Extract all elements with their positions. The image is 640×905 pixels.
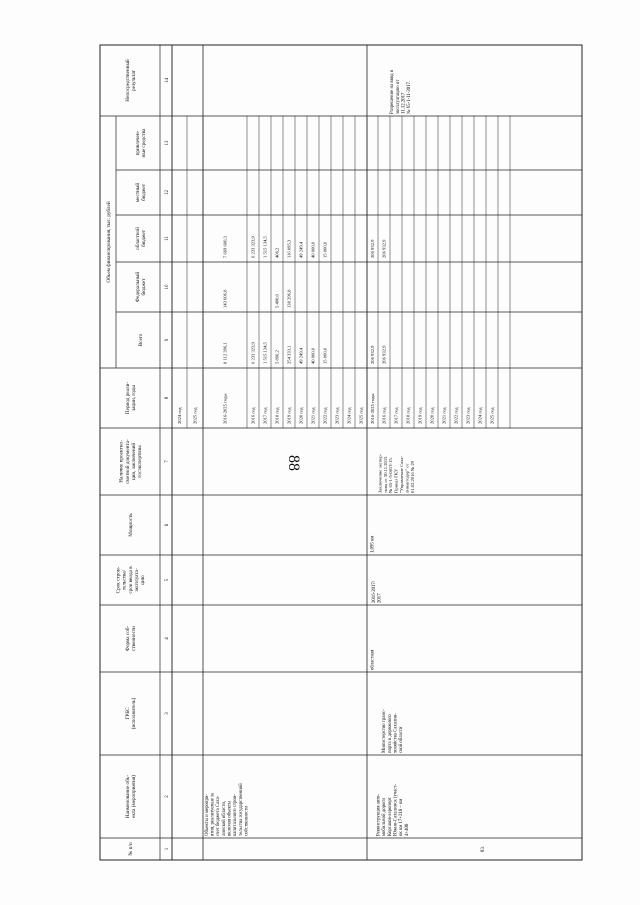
section-row-2-regional-line: 1 515 134,5: [262, 236, 268, 258]
section-row-3-total-line: 5 896,2: [274, 350, 280, 364]
section-row-5-total: [299, 347, 305, 364]
section-row-8-period-line: 2023 год: [334, 407, 340, 424]
section-row-0-period: [223, 394, 228, 424]
header-col2-line: екта (мероприятия): [130, 775, 137, 818]
top-row-1-period-line: 2025 год: [192, 407, 198, 424]
section-row-0-federal-line: 143 606,8: [222, 289, 228, 308]
header-col5-line: Срок строи-: [115, 566, 122, 594]
item-row-6-period: [442, 407, 447, 424]
item-docs-line: Приказ ГКУ: [393, 468, 399, 493]
section-row-0-total-line: 8 112 396,1: [222, 342, 228, 364]
section-row-4-total: [287, 345, 293, 364]
section-row-0-period-line: 2016-2025 годы: [222, 393, 228, 424]
item-name-line: Корсаков-аэропорт: [387, 797, 393, 836]
item-row-0-regional: [370, 239, 376, 258]
header-col7-line: госэкспертизы: [137, 445, 144, 478]
item-number: [481, 846, 486, 852]
item-result-line: эксплуатацию от: [395, 79, 401, 114]
section-row-10-period-line: 2025 год: [358, 407, 364, 424]
item-docs-line: "Управление Саха-: [399, 456, 405, 493]
header-col12-line: бюджет: [140, 184, 147, 201]
item-row-10-period-line: 2025 год: [489, 407, 495, 424]
header-col7: [119, 439, 143, 484]
column-number-line: 6: [164, 523, 170, 527]
item-grbs-line: порта и дорожного: [387, 714, 393, 753]
item-result-line: 11.12.2017: [401, 92, 407, 114]
section-name: [205, 783, 250, 836]
section-row-0-federal: [223, 289, 229, 308]
section-row-0-total: [223, 342, 229, 364]
item-name: [377, 783, 410, 836]
header-col2: [124, 775, 137, 818]
section-row-3-regional-line: 406,2: [274, 247, 280, 258]
section-row-7-regional: [323, 241, 329, 258]
item-ownership: [371, 649, 376, 670]
column-number-line: 12: [164, 190, 170, 195]
header-col4: [124, 626, 137, 652]
top-row-1-period: [193, 407, 198, 424]
section-row-1-regional: [251, 235, 257, 258]
page-number: 88: [285, 455, 302, 471]
section-name-line: Объекты и меропри-: [204, 793, 210, 836]
item-row-9-period: [478, 407, 483, 424]
section-row-7-period: [323, 407, 328, 424]
header-funding-title: [105, 201, 112, 282]
section-row-2-period-line: 2017 год: [262, 407, 268, 424]
section-row-5-period-line: 2020 год: [298, 407, 304, 424]
section-row-3-total: [275, 350, 281, 364]
column-number: [165, 795, 170, 798]
column-number: [165, 523, 170, 526]
column-number: [165, 338, 170, 341]
header-col8-line: Период реали-: [124, 381, 131, 415]
item-row-1-period-line: 2016 год: [381, 407, 387, 424]
item-docs-line: Заключение экспер-: [377, 453, 383, 493]
section-row-5-regional: [299, 241, 305, 258]
item-row-2-period: [394, 407, 399, 424]
item-capacity: [371, 536, 376, 553]
section-name-line: собственности: [244, 805, 250, 836]
section-row-5-period: [299, 407, 304, 424]
column-number: [165, 712, 170, 715]
section-row-3-period: [275, 407, 280, 424]
header-col14: [124, 59, 137, 102]
section-row-9-period: [347, 407, 352, 424]
column-number-line: 1: [164, 847, 170, 851]
section-row-7-regional-line: 15 000,0: [322, 241, 328, 258]
section-row-4-period-line: 2019 год: [286, 407, 292, 424]
section-row-6-period-line: 2021 год: [310, 407, 316, 424]
header-funding-title-line: Объем финансирования, тыс. рублей: [105, 201, 112, 283]
header-col13: [135, 128, 147, 158]
column-number: [165, 284, 170, 290]
section-name-line: ятия, реализуемые за: [210, 792, 216, 836]
item-grbs: [382, 709, 404, 753]
section-row-3-federal-line: 5 490,0: [274, 294, 280, 308]
section-row-2-period: [263, 407, 268, 424]
section-name-line: линской области,: [221, 800, 227, 836]
header-col6-line: Мощность: [127, 513, 134, 537]
item-row-4-period: [418, 407, 423, 424]
header-col14-line: результат: [130, 70, 137, 91]
column-number: [165, 637, 170, 640]
column-number-line: 13: [164, 140, 170, 146]
item-ownership-line: областная: [370, 649, 376, 670]
section-row-2-total-line: 1 515 134,5: [262, 342, 268, 364]
header-col5: [116, 566, 147, 594]
section-row-4-regional-line: 116 095,3: [286, 239, 292, 258]
item-row-3-period-line: 2018 год: [405, 407, 411, 424]
header-col9-line: Всего: [137, 333, 144, 347]
item-row-9-period-line: 2024 год: [477, 407, 483, 424]
column-number-line: 14: [164, 78, 170, 83]
item-row-8-period-line: 2023 год: [465, 407, 471, 424]
section-row-5-total-line: 49 249,4: [298, 347, 304, 364]
header-col12: [134, 183, 147, 203]
section-row-6-total-line: 40 000,0: [310, 347, 316, 364]
section-row-4-period: [287, 407, 292, 424]
section-row-0-regional-line: 7 669 600,3: [222, 236, 228, 258]
item-result-line: № 65-1-11-2017.: [407, 80, 413, 114]
item-name-line: мобильной дороги: [382, 798, 388, 836]
item-grbs-line: ской области: [399, 726, 405, 753]
header-col4-line: ственности: [130, 626, 137, 651]
item-docs: [377, 454, 415, 493]
section-row-7-total: [323, 347, 329, 364]
header-col7-line: ции, заключений: [130, 442, 137, 481]
item-row-4-period-line: 2019 год: [417, 407, 423, 424]
column-number-line: 11: [164, 236, 170, 241]
header-col10-line: бюджет: [140, 278, 147, 296]
item-row-1-regional-line: 206 932,9: [381, 239, 387, 258]
section-row-2-regional: [263, 235, 269, 258]
section-row-4-regional: [287, 239, 293, 258]
header-col3-line: (исполнитель): [130, 697, 137, 730]
header-col2-line: Наименование объ-: [124, 774, 131, 819]
section-row-6-regional-line: 40 000,0: [310, 241, 316, 258]
section-row-8-period: [335, 407, 340, 424]
section-row-4-federal: [287, 289, 293, 308]
section-row-7-total-line: 15 000,0: [322, 347, 328, 364]
header-col4-line: Форма соб-: [124, 625, 131, 652]
column-number: [165, 190, 170, 196]
header-col7-line: Наличие проектно-: [118, 440, 125, 483]
section-row-3-regional: [275, 247, 281, 258]
column-number-line: 3: [164, 712, 170, 715]
top-row-0-period-line: 2024 год: [177, 407, 183, 424]
item-row-1-total: [382, 345, 388, 364]
header-col1: [128, 842, 134, 855]
top-row-0-period: [177, 407, 182, 424]
column-number: [165, 236, 170, 241]
section-row-1-regional-line: 6 233 323,9: [250, 236, 256, 258]
section-row-6-regional: [311, 241, 317, 258]
item-row-3-period: [406, 407, 411, 424]
column-number-line: 8: [164, 396, 170, 400]
section-row-6-period: [311, 407, 316, 424]
section-name-line: капитального строи-: [233, 793, 239, 836]
header-col12-line: местный: [134, 182, 141, 203]
column-number-line: 10: [164, 284, 170, 290]
item-name-line: ок км 17+218 – км: [399, 798, 405, 836]
section-row-1-total-line: 6 233 323,9: [250, 342, 256, 364]
section-name-line: тельства государственной: [238, 783, 244, 836]
section-row-1-period: [251, 407, 256, 424]
header-col11-line: бюджет: [140, 230, 147, 247]
section-row-4-federal-line: 138 296,8: [286, 289, 292, 308]
section-row-10-period: [359, 407, 364, 424]
item-row-0-total-line: 206 932,9: [370, 345, 376, 364]
header-col13-line: привлечен-: [134, 130, 141, 156]
item-grbs-line: хозяйства Сахалин-: [393, 713, 399, 753]
item-row-7-period-line: 2022 год: [453, 407, 459, 424]
item-row-1-total-line: 206 932,9: [381, 345, 387, 364]
section-row-6-total: [311, 347, 317, 364]
header-col14-line: Непосредственный: [124, 59, 131, 102]
item-grbs-line: Министерство транс-: [382, 709, 388, 753]
item-row-1-period: [382, 407, 387, 424]
column-number: [165, 78, 170, 84]
item-row-5-period: [430, 407, 435, 424]
item-row-10-period: [490, 407, 495, 424]
column-number-line: 5: [164, 578, 170, 582]
header-col3-line: ГРБС: [124, 707, 131, 720]
section-name-line: счет бюджета Саха-: [216, 795, 222, 836]
header-col1-line: № п/п: [127, 842, 134, 856]
column-number: [165, 396, 170, 399]
header-col11: [134, 227, 147, 250]
item-row-1-regional: [382, 239, 388, 258]
section-name-line: включая объекты: [227, 800, 233, 836]
item-docs-line: линавтодор" от: [404, 463, 410, 493]
section-row-4-total-line: 254 333,1: [286, 345, 292, 364]
item-name-line: Реконструкция авто-: [376, 794, 382, 836]
section-row-5-regional-line: 49 249,4: [298, 241, 304, 258]
header-col8: [125, 382, 137, 414]
item-row-6-period-line: 2021 год: [441, 407, 447, 424]
section-row-1-total: [251, 341, 257, 364]
item-number-line: 83.: [480, 845, 486, 853]
item-term: [372, 580, 383, 603]
section-row-3-federal: [275, 294, 281, 308]
item-row-8-period: [466, 407, 471, 424]
column-number: [165, 460, 170, 463]
column-number-line: 4: [164, 637, 170, 640]
item-term-line: 2016-2017/: [371, 580, 377, 603]
item-row-2-period-line: 2017 год: [393, 407, 399, 424]
header-col10-line: Федеральный: [134, 271, 141, 303]
section-row-9-period-line: 2024 год: [346, 407, 352, 424]
header-col13-line: ные средства: [140, 128, 147, 158]
item-row-0-period-line: 2016-2025 годы: [370, 393, 376, 424]
header-col5-line: цию: [140, 575, 147, 585]
section-row-2-total: [263, 341, 269, 364]
column-number-line: 2: [164, 795, 170, 798]
header-col10: [134, 272, 147, 302]
section-row-7-period-line: 2022 год: [322, 407, 328, 424]
column-number: [165, 140, 170, 146]
column-number: [165, 847, 170, 850]
item-name-line: 4+400: [404, 823, 410, 836]
header-col7-line: сметной документа-: [124, 439, 131, 484]
column-number-line: 9: [164, 338, 170, 342]
column-number-line: 7: [164, 460, 170, 463]
item-row-0-period: [370, 394, 375, 424]
section-row-0-regional: [223, 235, 229, 258]
item-docs-line: 01.02.2016 № 29: [409, 461, 415, 493]
item-result: [390, 69, 412, 114]
section-row-3-period-line: 2018 год: [274, 407, 280, 424]
header-col5-line: тельства/: [121, 569, 128, 591]
section-row-1-period-line: 2016 год: [250, 407, 256, 424]
column-number: [165, 578, 170, 581]
item-row-0-regional-line: 206 932,9: [370, 239, 376, 258]
item-row-7-period: [454, 407, 459, 424]
item-docs-line: № 65-1-5-0813-15.: [388, 457, 394, 493]
header-col6: [128, 513, 134, 537]
item-docs-line: тизы от 30.11.2015: [382, 456, 388, 493]
header-col5-line: эксплуата-: [133, 568, 140, 592]
item-row-5-period-line: 2020 год: [429, 407, 435, 424]
item-name-line: Южно-Сахалинск (участ-: [393, 783, 399, 836]
item-term-line: 2017: [377, 593, 383, 603]
header-col11-line: областной: [134, 227, 141, 250]
header-col5-line: срок ввода в: [127, 566, 134, 594]
item-result-line: Разрешение на ввод в: [390, 69, 396, 114]
header-col8-line: зации, годы: [130, 385, 137, 411]
item-row-0-total: [370, 345, 376, 364]
item-capacity-line: 1,095 км: [370, 535, 376, 553]
header-col9: [138, 333, 144, 346]
header-col3: [125, 697, 137, 729]
